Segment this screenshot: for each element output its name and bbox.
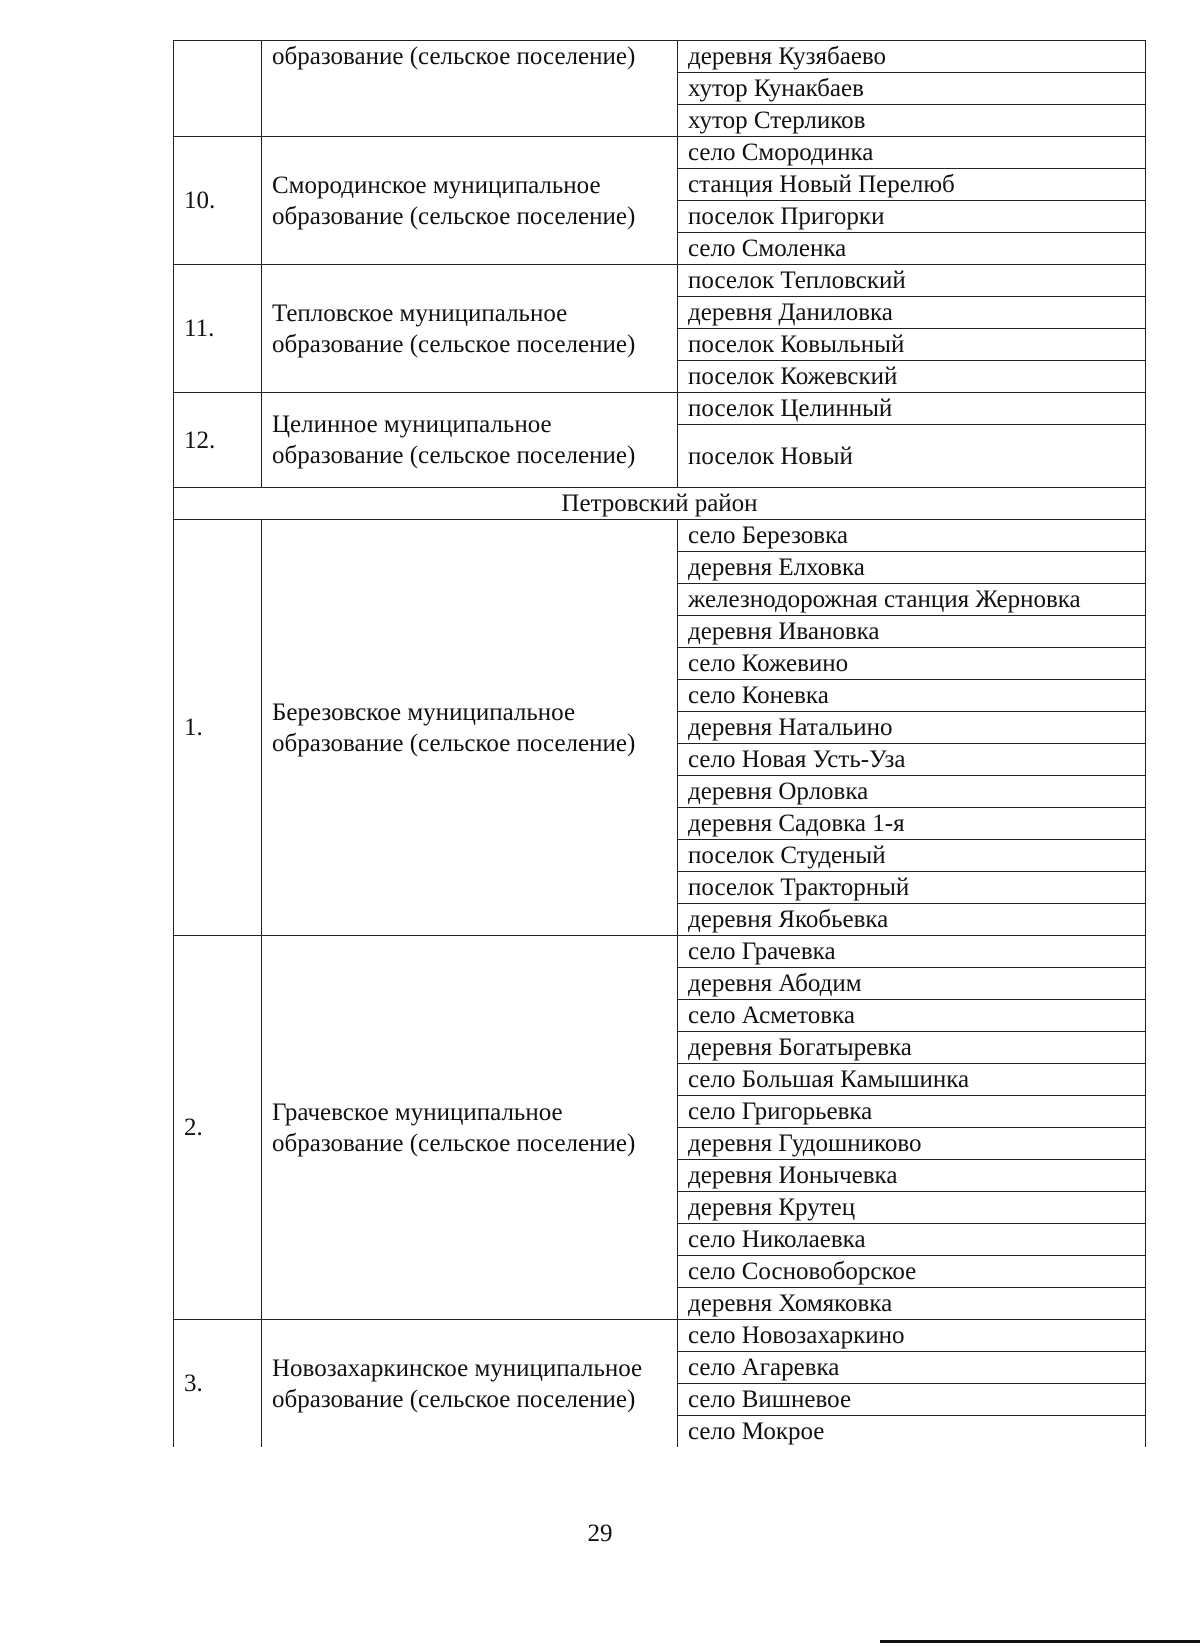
group-number: 2. bbox=[174, 936, 262, 1320]
section-row bbox=[174, 488, 1146, 520]
table-row bbox=[174, 1320, 1146, 1352]
settlement-name: деревня Даниловка bbox=[678, 297, 1146, 329]
settlement-name: село Вишневое bbox=[678, 1384, 1146, 1416]
settlement-name: хутор Кунакбаев bbox=[678, 73, 1146, 105]
settlement-name: село Григорьевка bbox=[678, 1096, 1146, 1128]
municipality-name: Березовское муниципальное образование (сельское поселение) bbox=[262, 520, 678, 936]
settlement-name: поселок Тракторный bbox=[678, 872, 1146, 904]
table-body bbox=[174, 41, 1146, 1448]
settlement-name: деревня Натальино bbox=[678, 712, 1146, 744]
settlement-name: деревня Елховка bbox=[678, 552, 1146, 584]
table-row bbox=[174, 520, 1146, 552]
settlement-name: деревня Хомяковка bbox=[678, 1288, 1146, 1320]
settlement-name: деревня Кузябаево bbox=[678, 41, 1146, 73]
group-number: 10. bbox=[174, 137, 262, 265]
settlement-name: село Новая Усть-Уза bbox=[678, 744, 1146, 776]
settlement-name: поселок Ковыльный bbox=[678, 329, 1146, 361]
settlement-name: село Кожевино bbox=[678, 648, 1146, 680]
settlement-name: поселок Студеный bbox=[678, 840, 1146, 872]
settlement-name: деревня Садовка 1-я bbox=[678, 808, 1146, 840]
settlement-name: село Большая Камышинка bbox=[678, 1064, 1146, 1096]
group-number: 11. bbox=[174, 265, 262, 393]
settlement-name: село Асметовка bbox=[678, 1000, 1146, 1032]
settlement-name: деревня Орловка bbox=[678, 776, 1146, 808]
group-number: 3. bbox=[174, 1320, 262, 1448]
table-row bbox=[174, 137, 1146, 169]
municipality-name: Смородинское муниципальное образование (сельское поселение) bbox=[262, 137, 678, 265]
settlement-name: поселок Кожевский bbox=[678, 361, 1146, 393]
settlement-name: село Николаевка bbox=[678, 1224, 1146, 1256]
settlement-name: поселок Тепловский bbox=[678, 265, 1146, 297]
settlement-name: село Сосновоборское bbox=[678, 1256, 1146, 1288]
settlement-name: село Новозахаркино bbox=[678, 1320, 1146, 1352]
settlement-name: деревня Якобьевка bbox=[678, 904, 1146, 936]
settlement-name: железнодорожная станция Жерновка bbox=[678, 584, 1146, 616]
settlement-name: поселок Целинный bbox=[678, 393, 1146, 425]
settlement-name: село Агаревка bbox=[678, 1352, 1146, 1384]
settlement-name: деревня Богатыревка bbox=[678, 1032, 1146, 1064]
settlement-name: село Мокрое bbox=[678, 1416, 1146, 1448]
bottom-rule bbox=[880, 1640, 1200, 1643]
settlement-name: деревня Ивановка bbox=[678, 616, 1146, 648]
settlement-name: станция Новый Перелюб bbox=[678, 169, 1146, 201]
settlements-table bbox=[173, 40, 1146, 1447]
page-number: 29 bbox=[587, 1520, 613, 1547]
settlement-name: деревня Ионычевка bbox=[678, 1160, 1146, 1192]
table-row bbox=[174, 265, 1146, 297]
table-row bbox=[174, 393, 1146, 425]
section-title: Петровский район bbox=[174, 488, 1146, 520]
group-number bbox=[174, 41, 262, 137]
settlement-name: деревня Крутец bbox=[678, 1192, 1146, 1224]
settlement-name: село Коневка bbox=[678, 680, 1146, 712]
table-row bbox=[174, 936, 1146, 968]
group-number: 1. bbox=[174, 520, 262, 936]
municipality-name: Грачевское муниципальное образование (сельское поселение) bbox=[262, 936, 678, 1320]
table-row bbox=[174, 41, 1146, 73]
settlement-name: поселок Новый bbox=[678, 425, 1146, 488]
settlement-name: село Смородинка bbox=[678, 137, 1146, 169]
settlement-name: село Березовка bbox=[678, 520, 1146, 552]
settlement-name: деревня Абодим bbox=[678, 968, 1146, 1000]
group-number: 12. bbox=[174, 393, 262, 488]
municipality-name: Новозахаркинское муниципальное образование (сельское поселение) bbox=[262, 1320, 678, 1448]
settlement-name: хутор Стерликов bbox=[678, 105, 1146, 137]
settlement-name: поселок Пригорки bbox=[678, 201, 1146, 233]
settlement-name: село Грачевка bbox=[678, 936, 1146, 968]
settlement-name: деревня Гудошниково bbox=[678, 1128, 1146, 1160]
settlement-name: село Смоленка bbox=[678, 233, 1146, 265]
municipality-name: Тепловское муниципальное образование (сельское поселение) bbox=[262, 265, 678, 393]
municipality-name: Целинное муниципальное образование (сельское поселение) bbox=[262, 393, 678, 488]
municipality-name: образование (сельское поселение) bbox=[262, 41, 678, 137]
